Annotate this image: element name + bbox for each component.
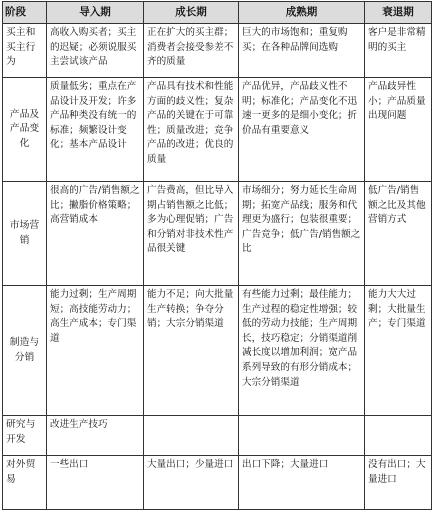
table-row — [3, 24, 432, 78]
table-cell: 大量出口；少量进口 — [144, 456, 239, 510]
table-cell: 客户是非常精明的买主 — [365, 24, 432, 78]
table-row — [3, 416, 432, 456]
table-cell: 产品具有技术和性能方面的歧义性；复杂产品的关键在于可靠性；质量改进；竞争产品的改进；优良的质量 — [144, 78, 239, 182]
table-cell: 一些出口 — [47, 456, 144, 510]
table-row — [3, 78, 432, 182]
table-cell: 产品歧异性小；产品质量出现问题 — [365, 78, 432, 182]
table-cell: 有些能力过剩；最佳能力；生产过程的稳定性增强；较低的劳动力技能；生产周期长，技巧稳定；分销渠道削减长度以增加利润；宽产品系列导致的有形分销成本；大宗分销渠道 — [239, 286, 365, 416]
header-growth: 成长期 — [144, 2, 239, 24]
table-cell: 能力大大过剩；大批量生产；专门渠道 — [365, 286, 432, 416]
header-row — [3, 2, 432, 24]
table-cell: 低广告/销售额之比及其他营销方式 — [365, 182, 432, 286]
table-cell: 改进生产技巧 — [47, 416, 144, 456]
table-cell: 市场细分；努力延长生命周期；拓宽产品线；服务和代理更为盛行；包装很重要；广告竞争；低广告/销售额之比 — [239, 182, 365, 286]
table-row — [3, 286, 432, 416]
table-cell: 出口下降；大量进口 — [239, 456, 365, 510]
row-label-buyers: 买主和买主行为 — [3, 24, 47, 78]
header-stage: 阶段 — [3, 2, 47, 24]
row-label-trade: 对外贸易 — [3, 456, 47, 510]
header-decline: 衰退期 — [365, 2, 432, 24]
row-label-manufacturing: 制造与分销 — [3, 286, 47, 416]
table-cell: 产品优异，产品歧义性不明；标准化；产品变化不迅速一更多的是细小变化；折价品有重要意义 — [239, 78, 365, 182]
row-label-rnd: 研究与开发 — [3, 416, 47, 456]
table-cell: 高收入购买者；买主的迟疑；必须说服买主尝试该产品 — [47, 24, 144, 78]
lifecycle-table — [2, 1, 432, 510]
table-cell: 能力过剩；生产周期短；高技能劳动力；高生产成本；专门渠道 — [47, 286, 144, 416]
table-cell — [239, 416, 365, 456]
header-maturity: 成熟期 — [239, 2, 365, 24]
table-cell: 很高的广告/销售额之比；撇脂价格策略；高营销成本 — [47, 182, 144, 286]
header-introduction: 导入期 — [47, 2, 144, 24]
table-cell: 没有出口；大量进口 — [365, 456, 432, 510]
table-cell: 巨大的市场饱和；重复购买；在各种品牌间选购 — [239, 24, 365, 78]
table-cell: 广告费高，但比导入期占销售额之比低；多为心理促销；广告和分销对非技术性产品很关键 — [144, 182, 239, 286]
row-label-product: 产品及产品变化 — [3, 78, 47, 182]
table-cell — [144, 416, 239, 456]
table-cell: 正在扩大的买主群；消费者会接受参差不齐的质量 — [144, 24, 239, 78]
table-cell: 质量低劣；重点在产品设计及开发；许多产品种类没有统一的标准；频繁设计变化；基本产品设计 — [47, 78, 144, 182]
table-cell — [365, 416, 432, 456]
row-label-marketing: 市场营销 — [3, 182, 47, 286]
lifecycle-table-wrapper — [2, 1, 431, 510]
table-cell: 能力不足；向大批量生产转换；争夺分销；大宗分销渠道 — [144, 286, 239, 416]
table-row — [3, 456, 432, 510]
table-row — [3, 182, 432, 286]
